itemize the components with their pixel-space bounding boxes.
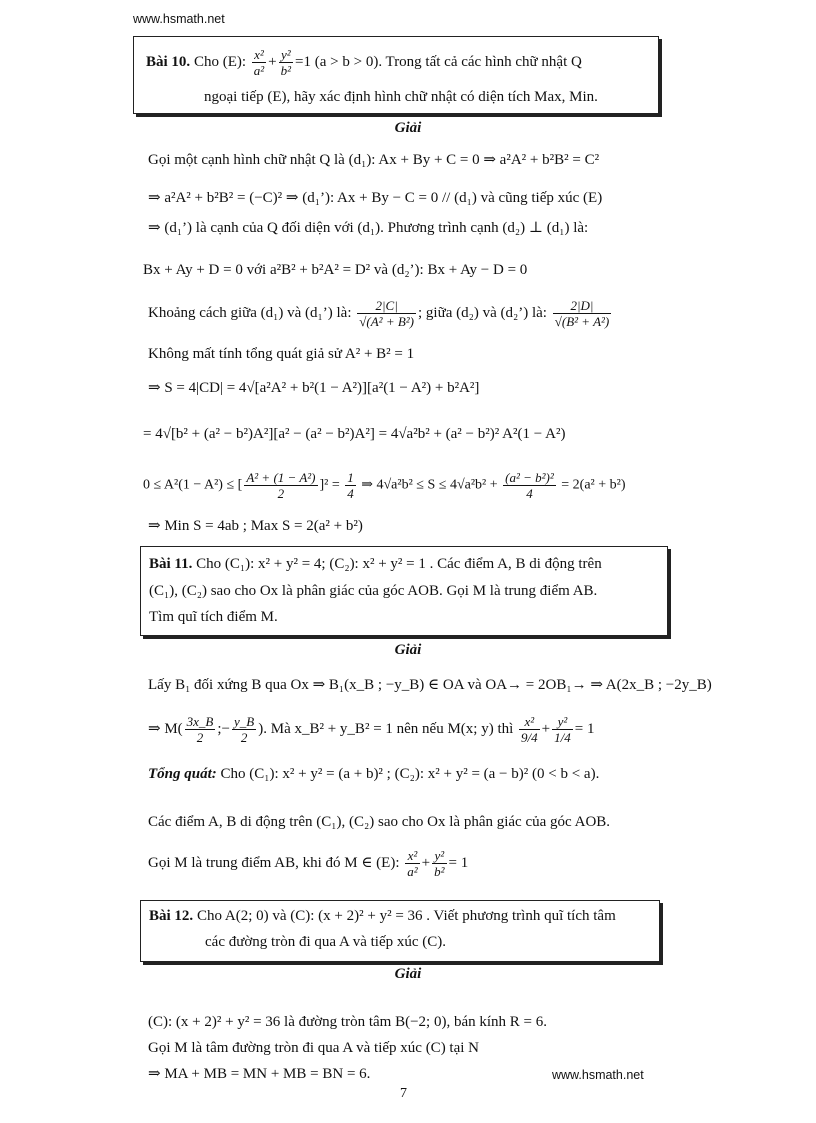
problem-11-line2: (C₁), (C₂) sao cho Ox là phân giác của góc AOB. Gọi M là trung điểm AB. [149,583,598,599]
sol11-line4: Các điểm A, B di động trên (C₁), (C₂) sao cho Ox là phân giác của góc AOB. [148,814,611,830]
frac-num: 2|C| [357,298,416,314]
frac-den: 2 [277,486,285,501]
problem-11-text1: Cho (C₁): x² + y² = 4; (C₂): x² + y² = 1 . Các điểm A, B di động trên [196,556,602,572]
sol11-line2-c: = 1 [574,720,595,737]
sol11-line5-b: = 1 [448,854,469,871]
frac-num: 1 [347,470,354,485]
frac-den: 9/4 [521,730,538,745]
frac-den: b² [280,63,292,78]
problem-10-text1: Cho (E): [193,53,247,70]
problem-10-line1: Bài 10. Cho (E): $\frac{\text{x²}}{\text{a²}}$ + $\frac{\text{y²}}{\text{b²}}$ =1 (a > b > 0). Trong tất cả các hình chữ nhật Q [146,47,582,78]
sol10-line8: = 4√[b² + (a² − b²)A²][a² − (a² − b²)A²] = 4√a²b² + (a² − b²)² A²(1 − A²) [143,426,566,442]
sol11-line2: ⇒ M( $\frac{3x\_B}{2}$ ;− $\frac{y\_B}{2}$ ). Mà x_B² + y_B² = 1 nên nếu M(x; y) thì $\frac{\text{x²}}{9/4}$ + $\frac{\text{y²}}{1/4}$ = 1 [148,714,595,745]
sol11-line2-a: ⇒ M( [148,720,183,737]
frac-num: x² [405,848,419,864]
site-url-bottom: www.hsmath.net [552,1068,644,1082]
frac-num: (a² − b²)² [505,470,554,485]
sol10-line5-a: Khoảng cách giữa (d₁) và (d₁’) là: [148,304,352,321]
problem-12-line2: các đường tròn đi qua A và tiếp xúc (C). [205,934,447,950]
sol10-line9-a: 0 ≤ A²(1 − A²) ≤ [143,477,235,493]
frac-den: √(B² + A²) [554,314,610,329]
problem-12-text1: Cho A(2; 0) và (C): (x + 2)² + y² = 36 . Viết phương trình quĩ tích tâm [196,908,616,924]
sol11-general [148,764,599,784]
frac-den: a² [407,864,418,879]
frac-den: 4 [526,486,533,501]
frac-den: b² [434,864,445,879]
sol10-line9-c: ⇒ 4√a²b² ≤ S ≤ 4√a²b² + [361,477,498,493]
frac-num: A² + (1 − A²) [246,470,316,485]
problem-11-box [140,546,668,636]
sol10-line6: Không mất tính tổng quát giả sử A² + B² = 1 [148,346,415,362]
frac-den: 2 [196,730,204,745]
sol10-line9-d: = 2(a² + b²) [561,477,626,493]
problem-12-label: Bài 12. [149,908,194,924]
frac-num: x² [519,714,540,730]
frac-den: 2 [240,730,248,745]
sol10-line4: Bx + Ay + D = 0 với a²B² + b²A² = D² và (d₂’): Bx + Ay − D = 0 [143,262,528,278]
frac-den: √(A² + B²) [359,314,415,329]
problem-12-box [140,900,660,962]
problem-12-line1 [149,908,616,925]
sol10-line5-b: ; giữa (d₂) và (d₂’) là: [418,304,547,321]
problem-11-line3: Tìm quĩ tích điểm M. [149,609,278,625]
sol12-line1: (C): (x + 2)² + y² = 36 là đường tròn tâm B(−2; 0), bán kính R = 6. [148,1014,547,1030]
sol10-line9: 0 ≤ A²(1 − A²) ≤ [ $\frac{\text{A² + (1 − A²)}}{2}$ ]² = $\frac{1}{4}$ ⇒ 4√a²b² ≤ S ≤ 4√a²b² + $\frac{\text{(a² − b²)²}}{4}$ = 2(a² + b²) [143,470,626,501]
sol10-line5 [148,298,613,329]
sol11-line2-b: ). Mà x_B² + y_B² = 1 nên nếu M(x; y) thì [258,720,514,737]
frac-num: y² [552,714,573,730]
problem-11-label: Bài 11. [149,556,193,572]
sol12-line3: ⇒ MA + MB = MN + MB = BN = 6. [148,1066,371,1082]
frac-num: y² [432,848,446,864]
sol10-line7: ⇒ S = 4|CD| = 4√[a²A² + b²(1 − A²)][a²(1 − A²) + b²A²] [148,380,480,396]
sol10-line9-b: ² = [324,477,340,493]
solution-heading: Giải [394,120,422,136]
frac-den: 1/4 [554,730,571,745]
general-text: Cho (C₁): x² + y² = (a + b)² ; (C₂): x² + y² = (a − b)² (0 < b < a). [220,766,600,782]
problem-11-line1 [149,556,602,573]
sol11-line5-a: Gọi M là trung điểm AB, khi đó M ∈ (E): [148,854,400,871]
frac-num: y² [279,47,293,63]
sol12-line2: Gọi M là tâm đường tròn đi qua A và tiếp xúc (C) tại N [148,1040,480,1056]
site-url-top: www.hsmath.net [133,12,225,26]
sol10-line2: ⇒ a²A² + b²B² = (−C)² ⇒ (d₁’): Ax + By − C = 0 // (d₁) và cũng tiếp xúc (E) [148,190,603,206]
page-number: 7 [400,1086,407,1101]
solution-heading: Giải [394,966,422,982]
problem-10-box [133,36,659,114]
sol11-line5: Gọi M là trung điểm AB, khi đó M ∈ (E): $\frac{\text{x²}}{\text{a²}}$ + $\frac{\text{y²}}{\text{b²}}$ = 1 [148,848,469,879]
sol10-line3: ⇒ (d₁’) là cạnh của Q đối diện với (d₁). Phương trình cạnh (d₂) ⊥ (d₁) là: [148,220,589,236]
solution-heading: Giải [394,642,422,658]
sol10-line10: ⇒ Min S = 4ab ; Max S = 2(a² + b²) [148,518,363,534]
frac-num: x² [252,47,266,63]
general-label: Tổng quát: [148,766,217,782]
sol11-line1: Lấy B₁ đối xứng B qua Ox ⇒ B₁(x_B ; −y_B) ∈ OA và OA→ = 2OB₁→ ⇒ A(2x_B ; −2y_B) [148,677,712,693]
frac-den: a² [253,63,265,78]
problem-10-line2: ngoại tiếp (E), hãy xác định hình chữ nhật có diện tích Max, Min. [204,89,598,105]
problem-10-label: Bài 10. [146,53,191,70]
frac-num: y_B [234,714,255,729]
problem-10-text2: =1 (a > b > 0). Trong tất cả các hình chữ nhật Q [295,53,582,70]
frac-den: 4 [347,486,354,501]
frac-num: 2|D| [553,298,612,314]
sol10-line1: Gọi một cạnh hình chữ nhật Q là (d₁): Ax + By + C = 0 ⇒ a²A² + b²B² = C² [148,152,600,168]
frac-num: 3x_B [186,714,214,729]
